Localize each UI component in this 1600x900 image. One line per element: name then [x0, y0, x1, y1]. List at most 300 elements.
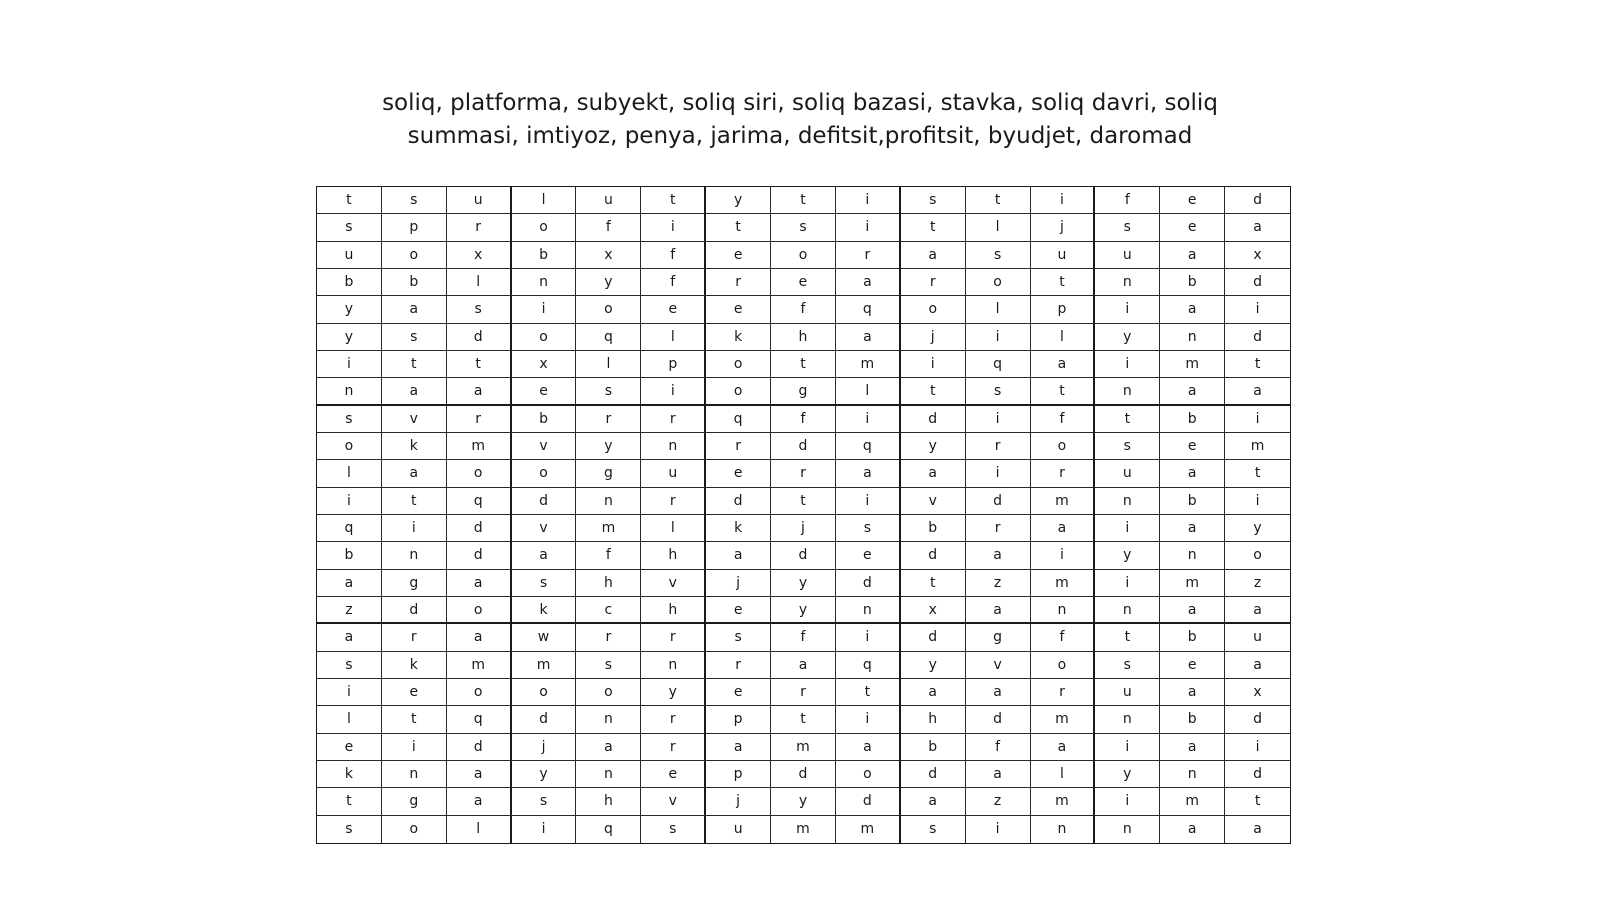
grid-cell[interactable]: t: [901, 570, 966, 597]
grid-cell[interactable]: l: [641, 515, 706, 542]
grid-cell[interactable]: m: [1031, 570, 1096, 597]
grid-cell[interactable]: a: [1160, 816, 1225, 843]
grid-cell[interactable]: e: [1160, 652, 1225, 679]
grid-cell[interactable]: a: [966, 542, 1031, 569]
grid-cell[interactable]: p: [641, 351, 706, 378]
grid-cell[interactable]: e: [1160, 214, 1225, 241]
grid-cell[interactable]: o: [382, 242, 447, 269]
grid-cell[interactable]: s: [901, 816, 966, 843]
grid-cell[interactable]: t: [771, 187, 836, 214]
grid-cell[interactable]: i: [1225, 734, 1290, 761]
grid-cell[interactable]: n: [1095, 269, 1160, 296]
grid-cell[interactable]: s: [317, 406, 382, 433]
grid-cell[interactable]: r: [576, 406, 641, 433]
grid-cell[interactable]: v: [641, 570, 706, 597]
grid-cell[interactable]: d: [836, 788, 901, 815]
grid-cell[interactable]: y: [317, 296, 382, 323]
grid-cell[interactable]: n: [1095, 706, 1160, 733]
grid-cell[interactable]: d: [836, 570, 901, 597]
grid-cell[interactable]: a: [447, 761, 512, 788]
grid-cell[interactable]: a: [447, 378, 512, 405]
grid-cell[interactable]: x: [901, 597, 966, 624]
grid-cell[interactable]: f: [1031, 406, 1096, 433]
grid-cell[interactable]: t: [901, 378, 966, 405]
grid-cell[interactable]: h: [771, 324, 836, 351]
grid-cell[interactable]: a: [317, 624, 382, 651]
grid-cell[interactable]: t: [771, 488, 836, 515]
grid-cell[interactable]: d: [512, 706, 577, 733]
grid-cell[interactable]: t: [706, 214, 771, 241]
grid-cell[interactable]: d: [901, 624, 966, 651]
grid-cell[interactable]: d: [706, 488, 771, 515]
grid-cell[interactable]: d: [447, 515, 512, 542]
grid-cell[interactable]: n: [1095, 488, 1160, 515]
grid-cell[interactable]: i: [966, 460, 1031, 487]
grid-cell[interactable]: n: [1160, 324, 1225, 351]
grid-cell[interactable]: n: [576, 706, 641, 733]
grid-cell[interactable]: q: [706, 406, 771, 433]
grid-cell[interactable]: y: [641, 679, 706, 706]
grid-cell[interactable]: h: [576, 788, 641, 815]
grid-cell[interactable]: m: [512, 652, 577, 679]
grid-cell[interactable]: i: [641, 378, 706, 405]
grid-cell[interactable]: a: [1253, 821, 1262, 838]
grid-cell[interactable]: k: [706, 324, 771, 351]
grid-cell[interactable]: d: [447, 324, 512, 351]
grid-cell[interactable]: t: [966, 187, 1031, 214]
grid-cell[interactable]: s: [966, 378, 1031, 405]
grid-cell[interactable]: m: [1031, 706, 1096, 733]
grid-cell[interactable]: m: [836, 351, 901, 378]
grid-cell[interactable]: q: [447, 706, 512, 733]
grid-cell[interactable]: d: [382, 597, 447, 624]
grid-cell[interactable]: k: [706, 515, 771, 542]
grid-cell[interactable]: i: [1095, 734, 1160, 761]
grid-cell[interactable]: u: [447, 187, 512, 214]
grid-cell[interactable]: t: [1225, 351, 1290, 378]
grid-cell[interactable]: z: [1225, 570, 1290, 597]
grid-cell[interactable]: f: [641, 242, 706, 269]
grid-cell[interactable]: o: [512, 214, 577, 241]
grid-cell[interactable]: d: [512, 488, 577, 515]
grid-cell[interactable]: t: [382, 351, 447, 378]
grid-cell[interactable]: y: [901, 433, 966, 460]
grid-cell[interactable]: n: [317, 378, 382, 405]
grid-cell[interactable]: u: [1095, 460, 1160, 487]
grid-cell[interactable]: n: [1095, 597, 1160, 624]
grid-cell[interactable]: l: [1031, 324, 1096, 351]
grid-cell[interactable]: j: [512, 734, 577, 761]
grid-cell[interactable]: j: [901, 324, 966, 351]
grid-cell[interactable]: j: [706, 788, 771, 815]
grid-cell[interactable]: s: [512, 570, 577, 597]
grid-cell[interactable]: t: [641, 187, 706, 214]
grid-cell[interactable]: y: [706, 187, 771, 214]
grid-cell[interactable]: m: [447, 652, 512, 679]
grid-cell[interactable]: t: [1225, 788, 1290, 815]
grid-cell[interactable]: r: [836, 242, 901, 269]
grid-cell[interactable]: n: [576, 488, 641, 515]
grid-cell[interactable]: a: [1160, 296, 1225, 323]
grid-cell[interactable]: t: [382, 488, 447, 515]
grid-cell[interactable]: o: [1031, 433, 1096, 460]
grid-cell[interactable]: f: [771, 296, 836, 323]
grid-cell[interactable]: y: [771, 597, 836, 624]
grid-cell[interactable]: o: [512, 460, 577, 487]
grid-cell[interactable]: i: [317, 488, 382, 515]
grid-cell[interactable]: f: [966, 734, 1031, 761]
grid-cell[interactable]: s: [641, 816, 706, 843]
grid-cell[interactable]: a: [1031, 351, 1096, 378]
grid-cell[interactable]: y: [1095, 761, 1160, 788]
grid-cell[interactable]: u: [1031, 242, 1096, 269]
grid-cell[interactable]: a: [382, 378, 447, 405]
grid-cell[interactable]: o: [512, 324, 577, 351]
grid-cell[interactable]: o: [576, 296, 641, 323]
grid-cell[interactable]: y: [1225, 515, 1290, 542]
grid-cell[interactable]: l: [576, 351, 641, 378]
grid-cell[interactable]: i: [1225, 406, 1290, 433]
grid-cell[interactable]: q: [966, 351, 1031, 378]
grid-cell[interactable]: r: [1031, 679, 1096, 706]
grid-cell[interactable]: r: [382, 624, 447, 651]
grid-cell[interactable]: i: [901, 351, 966, 378]
grid-cell[interactable]: s: [1095, 214, 1160, 241]
grid-cell[interactable]: m: [447, 433, 512, 460]
grid-cell[interactable]: h: [901, 706, 966, 733]
grid-cell[interactable]: b: [512, 406, 577, 433]
grid-cell[interactable]: i: [1031, 542, 1096, 569]
grid-cell[interactable]: a: [836, 269, 901, 296]
grid-cell[interactable]: r: [901, 269, 966, 296]
grid-cell[interactable]: q: [576, 816, 641, 843]
grid-cell[interactable]: r: [966, 433, 1031, 460]
grid-cell[interactable]: i: [836, 488, 901, 515]
grid-cell[interactable]: a: [447, 624, 512, 651]
grid-cell[interactable]: a: [966, 679, 1031, 706]
grid-cell[interactable]: o: [901, 296, 966, 323]
grid-cell[interactable]: g: [771, 378, 836, 405]
grid-cell[interactable]: a: [706, 734, 771, 761]
grid-cell[interactable]: d: [1225, 187, 1290, 214]
grid-cell[interactable]: i: [836, 187, 901, 214]
grid-cell[interactable]: a: [1031, 734, 1096, 761]
grid-cell[interactable]: r: [706, 433, 771, 460]
grid-cell[interactable]: a: [1160, 679, 1225, 706]
grid-cell[interactable]: k: [317, 761, 382, 788]
grid-cell[interactable]: o: [447, 460, 512, 487]
grid-cell[interactable]: l: [317, 460, 382, 487]
grid-cell[interactable]: g: [576, 460, 641, 487]
grid-cell[interactable]: v: [382, 406, 447, 433]
grid-cell[interactable]: i: [1095, 351, 1160, 378]
grid-cell[interactable]: d: [771, 761, 836, 788]
grid-cell[interactable]: y: [512, 761, 577, 788]
grid-cell[interactable]: i: [1095, 788, 1160, 815]
grid-cell[interactable]: e: [317, 734, 382, 761]
grid-cell[interactable]: u: [576, 187, 641, 214]
grid-cell[interactable]: b: [901, 515, 966, 542]
grid-cell[interactable]: t: [901, 214, 966, 241]
grid-cell[interactable]: c: [576, 597, 641, 624]
grid-cell[interactable]: r: [1031, 460, 1096, 487]
grid-cell[interactable]: e: [771, 269, 836, 296]
grid-cell[interactable]: d: [901, 542, 966, 569]
grid-cell[interactable]: s: [317, 652, 382, 679]
grid-cell[interactable]: f: [771, 624, 836, 651]
grid-cell[interactable]: b: [1160, 624, 1225, 651]
grid-cell[interactable]: h: [576, 570, 641, 597]
grid-cell[interactable]: f: [641, 269, 706, 296]
grid-cell[interactable]: r: [576, 624, 641, 651]
grid-cell[interactable]: u: [1095, 679, 1160, 706]
grid-cell[interactable]: y: [1095, 324, 1160, 351]
grid-cell[interactable]: e: [706, 597, 771, 624]
grid-cell[interactable]: h: [641, 597, 706, 624]
grid-cell[interactable]: n: [382, 542, 447, 569]
grid-cell[interactable]: u: [317, 242, 382, 269]
grid-cell[interactable]: b: [1160, 706, 1225, 733]
grid-cell[interactable]: a: [1160, 460, 1225, 487]
grid-cell[interactable]: t: [836, 679, 901, 706]
grid-cell[interactable]: o: [382, 816, 447, 843]
grid-cell[interactable]: t: [771, 706, 836, 733]
grid-cell[interactable]: i: [512, 296, 577, 323]
grid-cell[interactable]: f: [576, 542, 641, 569]
grid-cell[interactable]: a: [1160, 242, 1225, 269]
grid-cell[interactable]: i: [836, 406, 901, 433]
grid-cell[interactable]: r: [641, 488, 706, 515]
grid-cell[interactable]: r: [641, 624, 706, 651]
grid-cell[interactable]: n: [641, 652, 706, 679]
grid-cell[interactable]: s: [1095, 433, 1160, 460]
grid-cell[interactable]: i: [382, 515, 447, 542]
grid-cell[interactable]: l: [447, 269, 512, 296]
grid-cell[interactable]: k: [382, 433, 447, 460]
grid-cell[interactable]: m: [1031, 488, 1096, 515]
grid-cell[interactable]: a: [1031, 515, 1096, 542]
grid-cell[interactable]: l: [836, 378, 901, 405]
grid-cell[interactable]: n: [1031, 597, 1096, 624]
grid-cell[interactable]: e: [836, 542, 901, 569]
grid-cell[interactable]: x: [1225, 242, 1290, 269]
grid-cell[interactable]: t: [382, 706, 447, 733]
grid-cell[interactable]: p: [382, 214, 447, 241]
grid-cell[interactable]: l: [1031, 761, 1096, 788]
grid-cell[interactable]: e: [1160, 433, 1225, 460]
grid-cell[interactable]: s: [382, 324, 447, 351]
grid-cell[interactable]: r: [447, 406, 512, 433]
grid-cell[interactable]: u: [1225, 624, 1290, 651]
grid-cell[interactable]: l: [641, 324, 706, 351]
grid-cell[interactable]: a: [901, 242, 966, 269]
grid-cell[interactable]: i: [1225, 296, 1290, 323]
grid-cell[interactable]: a: [901, 788, 966, 815]
grid-cell[interactable]: b: [382, 269, 447, 296]
grid-cell[interactable]: i: [512, 816, 577, 843]
grid-cell[interactable]: o: [447, 679, 512, 706]
grid-cell[interactable]: q: [836, 433, 901, 460]
grid-cell[interactable]: l: [966, 296, 1031, 323]
grid-cell[interactable]: f: [1095, 187, 1160, 214]
grid-cell[interactable]: z: [966, 788, 1031, 815]
grid-cell[interactable]: b: [901, 734, 966, 761]
grid-cell[interactable]: a: [901, 679, 966, 706]
grid-cell[interactable]: v: [641, 788, 706, 815]
grid-cell[interactable]: e: [1160, 187, 1225, 214]
grid-cell[interactable]: m: [1160, 788, 1225, 815]
grid-cell[interactable]: d: [966, 488, 1031, 515]
grid-cell[interactable]: s: [706, 624, 771, 651]
grid-cell[interactable]: i: [317, 679, 382, 706]
grid-cell[interactable]: n: [1160, 542, 1225, 569]
grid-cell[interactable]: m: [1160, 351, 1225, 378]
grid-cell[interactable]: t: [1225, 460, 1290, 487]
grid-cell[interactable]: t: [771, 351, 836, 378]
grid-cell[interactable]: r: [771, 679, 836, 706]
grid-cell[interactable]: e: [641, 296, 706, 323]
grid-cell[interactable]: w: [512, 624, 577, 651]
grid-cell[interactable]: y: [901, 652, 966, 679]
grid-cell[interactable]: e: [706, 296, 771, 323]
grid-cell[interactable]: f: [576, 214, 641, 241]
grid-cell[interactable]: q: [836, 296, 901, 323]
grid-cell[interactable]: e: [706, 242, 771, 269]
grid-cell[interactable]: s: [576, 652, 641, 679]
grid-cell[interactable]: a: [966, 761, 1031, 788]
grid-cell[interactable]: o: [512, 679, 577, 706]
grid-cell[interactable]: n: [641, 433, 706, 460]
grid-cell[interactable]: r: [641, 734, 706, 761]
grid-cell[interactable]: a: [1160, 515, 1225, 542]
grid-cell[interactable]: x: [512, 351, 577, 378]
grid-cell[interactable]: n: [836, 597, 901, 624]
grid-cell[interactable]: v: [966, 652, 1031, 679]
grid-cell[interactable]: n: [512, 269, 577, 296]
grid-cell[interactable]: x: [576, 242, 641, 269]
grid-cell[interactable]: a: [576, 734, 641, 761]
grid-cell[interactable]: i: [966, 324, 1031, 351]
grid-cell[interactable]: n: [1095, 816, 1160, 843]
grid-cell[interactable]: o: [1031, 652, 1096, 679]
grid-cell[interactable]: d: [966, 706, 1031, 733]
grid-cell[interactable]: d: [771, 433, 836, 460]
grid-cell[interactable]: s: [1095, 652, 1160, 679]
grid-cell[interactable]: a: [836, 324, 901, 351]
grid-cell[interactable]: x: [1225, 679, 1290, 706]
grid-cell[interactable]: y: [576, 269, 641, 296]
grid-cell[interactable]: s: [966, 242, 1031, 269]
grid-cell[interactable]: y: [1095, 542, 1160, 569]
grid-cell[interactable]: k: [512, 597, 577, 624]
grid-cell[interactable]: j: [1031, 214, 1096, 241]
grid-cell[interactable]: s: [901, 187, 966, 214]
grid-cell[interactable]: i: [1225, 488, 1290, 515]
grid-cell[interactable]: z: [317, 597, 382, 624]
grid-cell[interactable]: e: [706, 679, 771, 706]
grid-cell[interactable]: o: [836, 761, 901, 788]
grid-cell[interactable]: e: [641, 761, 706, 788]
grid-cell[interactable]: s: [576, 378, 641, 405]
grid-cell[interactable]: v: [901, 488, 966, 515]
grid-cell[interactable]: m: [771, 734, 836, 761]
grid-cell[interactable]: p: [706, 706, 771, 733]
grid-cell[interactable]: g: [966, 624, 1031, 651]
grid-cell[interactable]: x: [447, 242, 512, 269]
grid-cell[interactable]: i: [382, 734, 447, 761]
grid-cell[interactable]: j: [771, 515, 836, 542]
grid-cell[interactable]: a: [706, 542, 771, 569]
grid-cell[interactable]: o: [576, 679, 641, 706]
grid-cell[interactable]: r: [641, 706, 706, 733]
grid-cell[interactable]: n: [1160, 761, 1225, 788]
grid-cell[interactable]: d: [901, 406, 966, 433]
grid-cell[interactable]: v: [512, 515, 577, 542]
grid-cell[interactable]: o: [966, 269, 1031, 296]
grid-cell[interactable]: a: [901, 460, 966, 487]
grid-cell[interactable]: o: [447, 597, 512, 624]
grid-cell[interactable]: i: [836, 214, 901, 241]
grid-cell[interactable]: o: [706, 378, 771, 405]
grid-cell[interactable]: t: [317, 788, 382, 815]
grid-cell[interactable]: u: [706, 816, 771, 843]
grid-cell[interactable]: s: [512, 788, 577, 815]
grid-cell[interactable]: p: [706, 761, 771, 788]
grid-cell[interactable]: s: [771, 214, 836, 241]
grid-cell[interactable]: k: [382, 652, 447, 679]
grid-cell[interactable]: a: [1160, 734, 1225, 761]
grid-cell[interactable]: r: [706, 652, 771, 679]
grid-cell[interactable]: e: [706, 460, 771, 487]
grid-cell[interactable]: a: [836, 460, 901, 487]
grid-cell[interactable]: t: [1031, 269, 1096, 296]
grid-cell[interactable]: o: [706, 351, 771, 378]
grid-cell[interactable]: a: [966, 597, 1031, 624]
grid-cell[interactable]: r: [447, 214, 512, 241]
grid-cell[interactable]: r: [706, 269, 771, 296]
grid-cell[interactable]: b: [1160, 488, 1225, 515]
grid-cell[interactable]: d: [1225, 706, 1290, 733]
grid-cell[interactable]: o: [317, 433, 382, 460]
grid-cell[interactable]: b: [1160, 406, 1225, 433]
grid-cell[interactable]: r: [641, 406, 706, 433]
grid-cell[interactable]: s: [382, 187, 447, 214]
grid-cell[interactable]: m: [576, 515, 641, 542]
grid-cell[interactable]: y: [771, 788, 836, 815]
grid-cell[interactable]: s: [317, 214, 382, 241]
grid-cell[interactable]: r: [771, 460, 836, 487]
grid-cell[interactable]: d: [1225, 324, 1290, 351]
grid-cell[interactable]: a: [447, 570, 512, 597]
grid-cell[interactable]: a: [771, 652, 836, 679]
grid-cell[interactable]: b: [317, 542, 382, 569]
grid-cell[interactable]: n: [576, 761, 641, 788]
grid-cell[interactable]: d: [447, 542, 512, 569]
grid-cell[interactable]: t: [1095, 624, 1160, 651]
grid-cell[interactable]: g: [382, 788, 447, 815]
grid-cell[interactable]: q: [447, 488, 512, 515]
grid-cell[interactable]: i: [1031, 187, 1096, 214]
grid-cell[interactable]: a: [382, 296, 447, 323]
grid-cell[interactable]: a: [317, 570, 382, 597]
grid-cell[interactable]: n: [382, 761, 447, 788]
grid-cell[interactable]: a: [836, 734, 901, 761]
grid-cell[interactable]: m: [836, 816, 901, 843]
grid-cell[interactable]: l: [512, 187, 577, 214]
grid-cell[interactable]: s: [317, 816, 382, 843]
grid-cell[interactable]: f: [1031, 624, 1096, 651]
grid-cell[interactable]: a: [1160, 597, 1225, 624]
